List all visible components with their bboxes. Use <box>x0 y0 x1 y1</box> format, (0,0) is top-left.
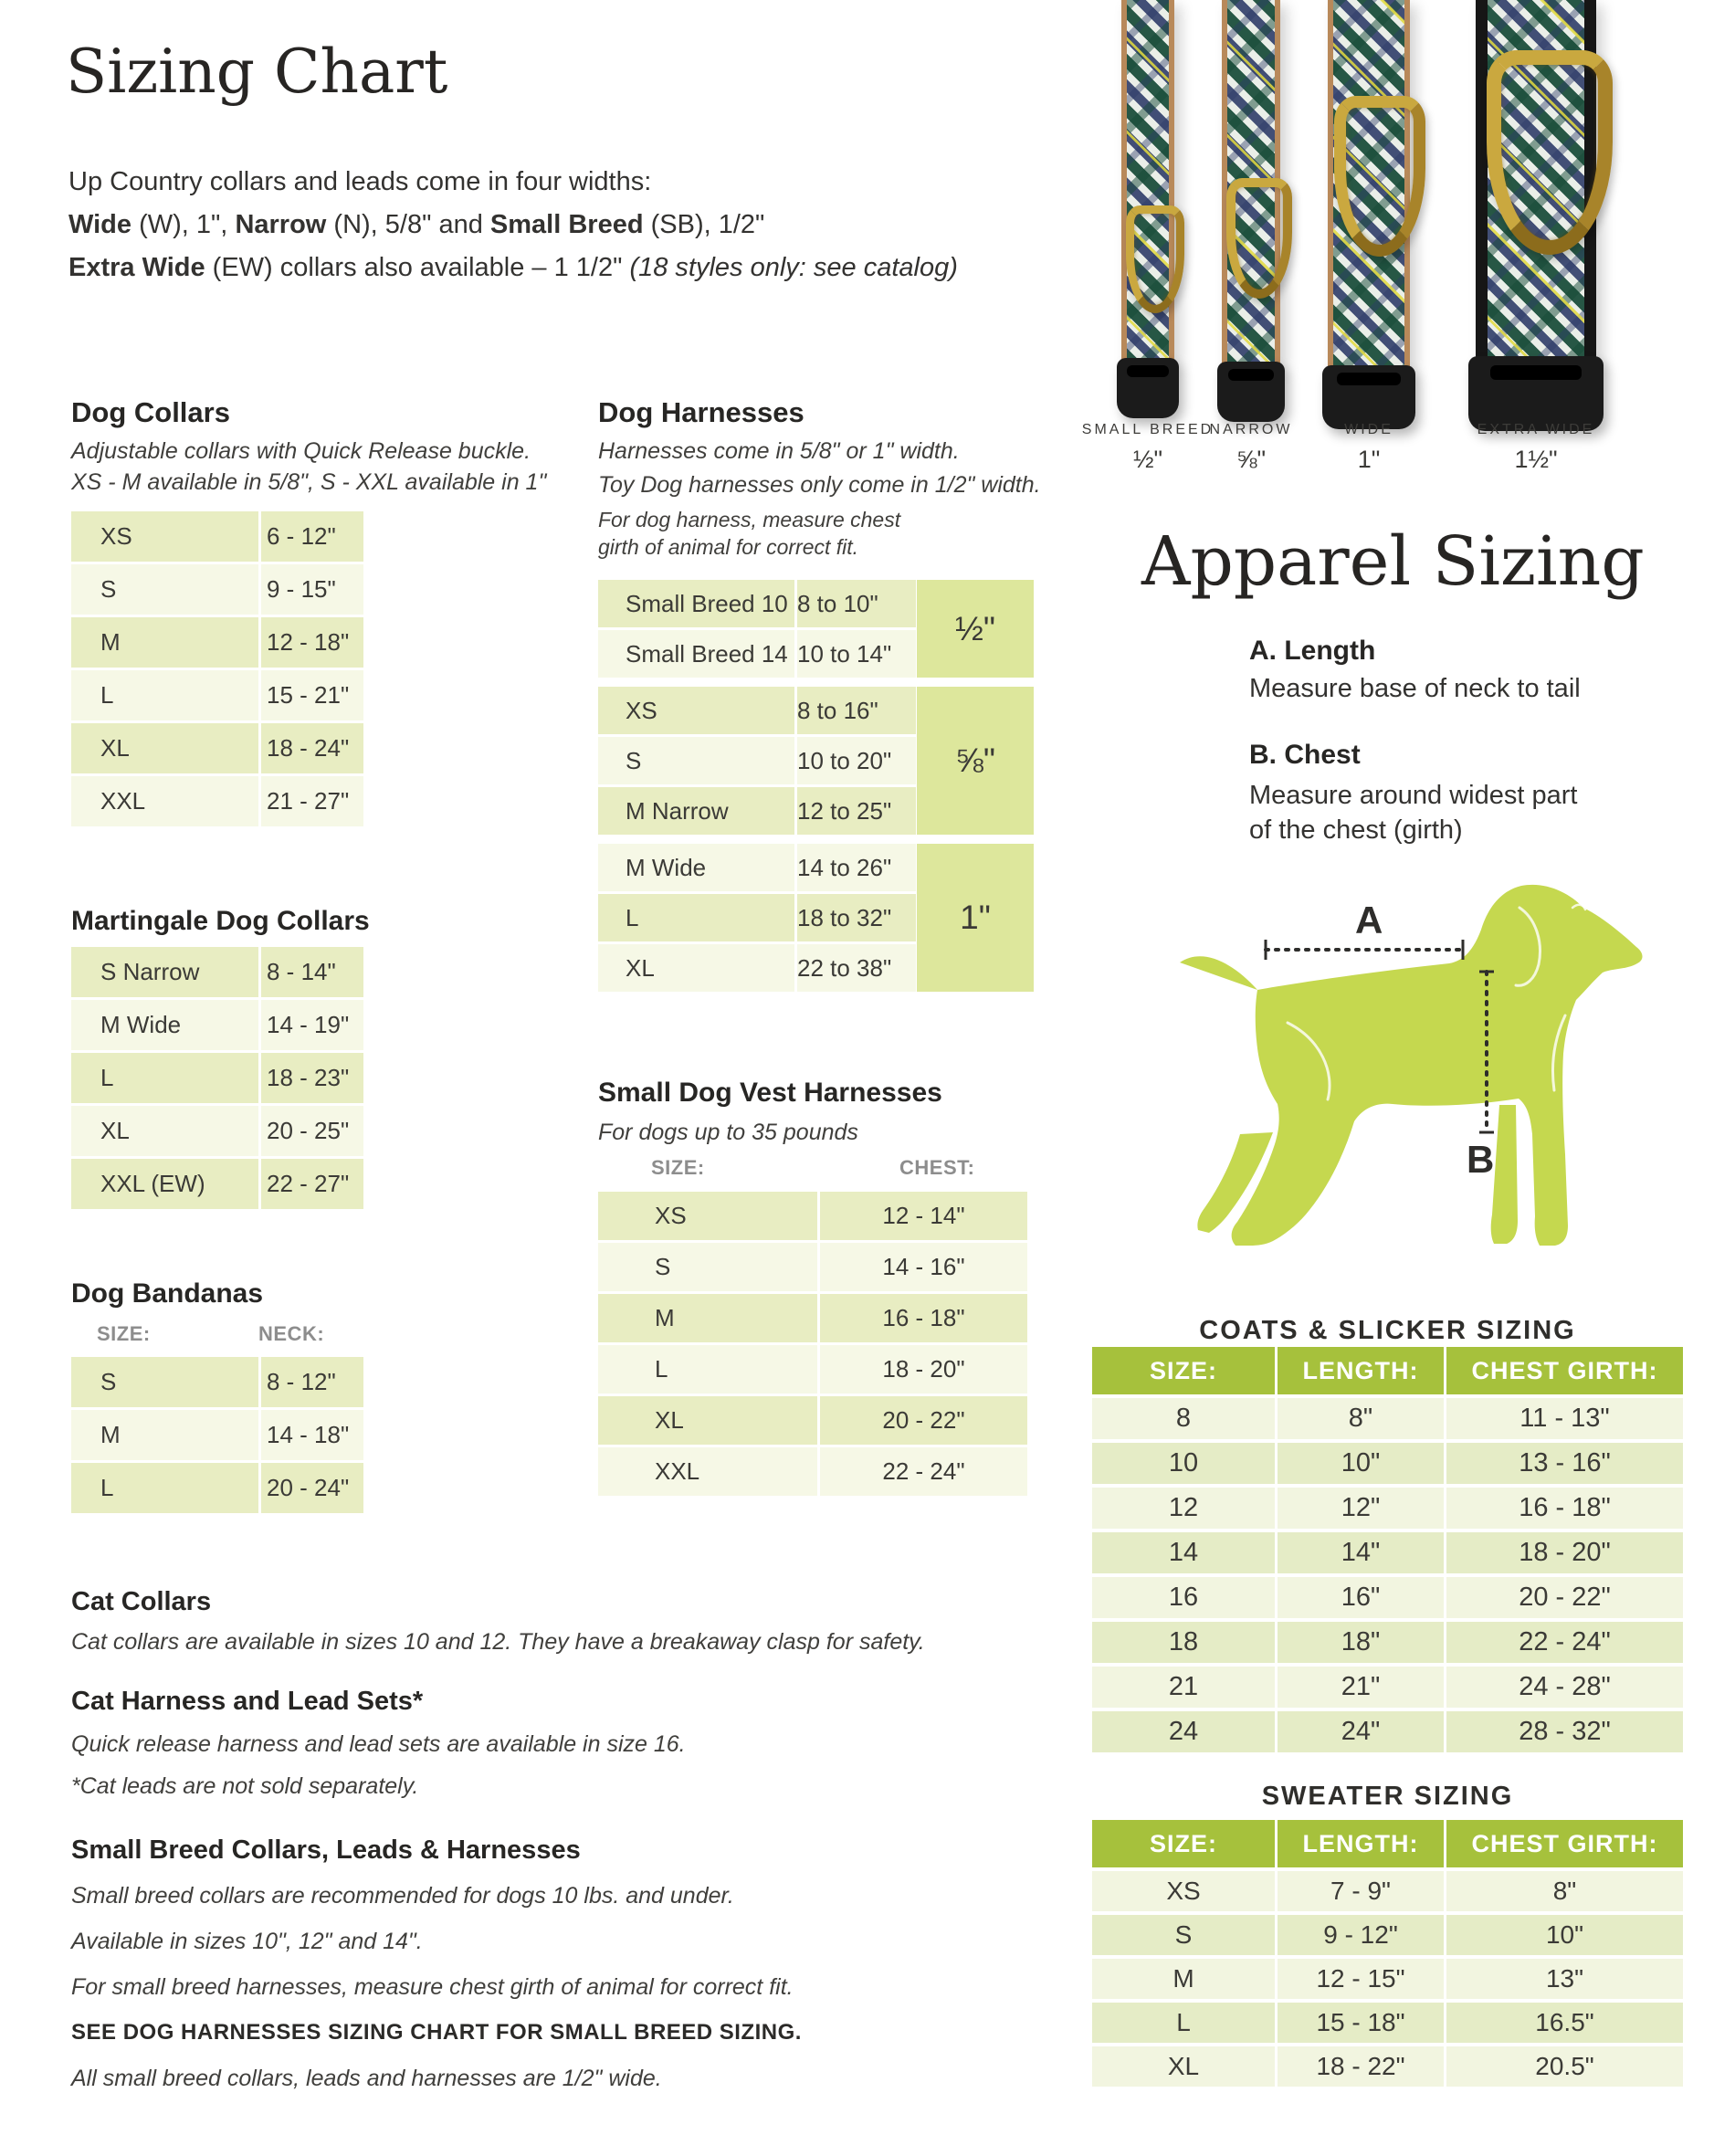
small-breed-line-4: SEE DOG HARNESSES SIZING CHART FOR SMALL BREED SIZING. <box>71 2020 802 2045</box>
table-row <box>1092 1398 1683 1439</box>
cat-harness-desc-1: Quick release harness and lead sets are available in size 16. <box>71 1731 686 1757</box>
table-cell: XS <box>598 1192 817 1240</box>
apparel-a-description: Measure base of neck to tail <box>1249 674 1581 703</box>
table-row <box>1092 1959 1683 1999</box>
table-cell: 20 - 24" <box>261 1463 363 1513</box>
bandanas-heading: Dog Bandanas <box>71 1278 264 1309</box>
buckle <box>1217 362 1285 422</box>
table-row <box>1092 1622 1683 1663</box>
coats-header-length: LENGTH: <box>1278 1347 1444 1394</box>
table-cell: 10 <box>1092 1443 1275 1484</box>
intro-bold: Wide <box>68 210 132 239</box>
vest-size-header: SIZE: <box>651 1156 705 1179</box>
apparel-b-description <box>1249 778 1577 847</box>
sweater-header-chest: CHEST GIRTH: <box>1446 1820 1683 1867</box>
dog-harnesses-desc-2: Toy Dog harnesses only come in 1/2" width. <box>598 472 1041 498</box>
dog-harnesses-desc-1: Harnesses come in 5/8" or 1" width. <box>598 438 960 464</box>
collar-photo-extra-wide <box>1476 0 1596 431</box>
table-row <box>598 737 913 784</box>
table-cell: Small Breed 10 <box>598 580 794 627</box>
measure-b-label: B <box>1467 1138 1495 1181</box>
table-row <box>598 1447 1027 1496</box>
table-cell: 20 - 22" <box>820 1396 1027 1445</box>
table-cell: 18 - 20" <box>820 1345 1027 1394</box>
table-cell: L <box>71 670 258 720</box>
table-cell: 18 - 24" <box>261 723 363 773</box>
d-ring <box>1334 96 1425 257</box>
table-row <box>71 1106 363 1156</box>
table-cell: 10" <box>1278 1443 1444 1484</box>
apparel-a-title: A. Length <box>1249 636 1376 666</box>
table-cell: 13" <box>1446 1959 1683 1999</box>
table-row <box>71 947 363 997</box>
cat-harness-desc-2: *Cat leads are not sold separately. <box>71 1773 419 1799</box>
small-breed-line-5: All small breed collars, leads and harnesses are 1/2" wide. <box>71 2066 662 2091</box>
table-cell: 24 - 28" <box>1446 1667 1683 1708</box>
table-cell: 28 - 32" <box>1446 1711 1683 1752</box>
table-row <box>598 630 913 678</box>
intro-text: (N), 5/8" and <box>326 210 490 239</box>
table-row <box>598 1243 1027 1291</box>
dog-silhouette <box>1180 885 1643 1246</box>
table-cell: S <box>598 737 794 784</box>
table-cell: 11 - 13" <box>1446 1398 1683 1439</box>
collar-photo-small-breed <box>1121 0 1174 418</box>
collar-photo-wide <box>1328 0 1410 429</box>
dog-collars-heading: Dog Collars <box>71 396 230 428</box>
sweater-header-size: SIZE: <box>1092 1820 1275 1867</box>
table-row <box>598 1396 1027 1445</box>
table-cell: 24 <box>1092 1711 1275 1752</box>
table-cell: XXL (EW) <box>71 1159 258 1209</box>
table-row <box>598 1192 1027 1240</box>
table-cell: 18 <box>1092 1622 1275 1663</box>
cat-harness-heading: Cat Harness and Lead Sets* <box>71 1687 424 1716</box>
small-breed-line-2: Available in sizes 10", 12" and 14". <box>71 1929 423 1954</box>
small-breed-line-1: Small breed collars are recommended for dogs 10 lbs. and under. <box>71 1883 734 1909</box>
table-cell: M <box>71 617 258 668</box>
collar-label-small-breed: SMALL BREED <box>1081 422 1214 437</box>
table-row <box>598 894 913 941</box>
vest-harnesses-heading: Small Dog Vest Harnesses <box>598 1078 942 1108</box>
collar-width-wide: 1" <box>1357 446 1381 473</box>
intro-bold: Extra Wide <box>68 253 205 282</box>
table-row <box>71 1463 363 1513</box>
table-cell: 8 to 16" <box>797 687 916 734</box>
table-cell: Small Breed 14 <box>598 630 794 678</box>
table-cell: 15 - 18" <box>1278 2003 1444 2043</box>
table-row <box>598 844 913 891</box>
table-cell: 13 - 16" <box>1446 1443 1683 1484</box>
bandanas-neck-header: NECK: <box>258 1322 325 1345</box>
table-row <box>1092 2046 1683 2087</box>
table-cell: 21 <box>1092 1667 1275 1708</box>
table-cell: XXL <box>71 776 258 826</box>
collar-width-extra-wide: 1½" <box>1514 446 1558 473</box>
intro-bold: Small Breed <box>489 210 644 239</box>
collar-width-small-breed: ½" <box>1132 446 1163 473</box>
harness-group-half-inch <box>598 580 1034 678</box>
table-cell: 15 - 21" <box>261 670 363 720</box>
table-cell: S <box>71 564 258 615</box>
table-cell: 10 to 14" <box>797 630 916 678</box>
apparel-b-desc-line-1: Measure around widest part <box>1249 781 1578 810</box>
table-row <box>1092 1577 1683 1618</box>
table-cell: 14 to 26" <box>797 844 916 891</box>
harness-group-one-inch <box>598 844 1034 992</box>
table-cell: 21" <box>1278 1667 1444 1708</box>
table-row <box>1092 1711 1683 1752</box>
table-row <box>1092 1443 1683 1484</box>
table-cell: L <box>1092 2003 1275 2043</box>
table-cell: 18 - 23" <box>261 1053 363 1103</box>
table-cell: 16 - 18" <box>820 1294 1027 1342</box>
table-row <box>1092 1915 1683 1955</box>
table-cell: 14 <box>1092 1532 1275 1573</box>
collar-width-narrow: ⅝" <box>1236 446 1267 473</box>
table-cell: M <box>1092 1959 1275 1999</box>
intro-text: (EW) collars also available – 1 1/2" <box>205 253 630 282</box>
table-cell: 18 - 22" <box>1278 2046 1444 2087</box>
collar-label-extra-wide: EXTRA WIDE <box>1477 422 1595 437</box>
table-cell: 9 - 12" <box>1278 1915 1444 1955</box>
measure-a-label: A <box>1355 899 1383 941</box>
bandanas-size-header: SIZE: <box>97 1322 151 1345</box>
table-cell: 14 - 18" <box>261 1410 363 1460</box>
table-cell: 8" <box>1446 1871 1683 1911</box>
table-cell: 22 - 24" <box>1446 1622 1683 1663</box>
intro-line-1: Up Country collars and leads come in four widths: <box>68 167 652 196</box>
coats-header-size: SIZE: <box>1092 1347 1275 1394</box>
table-row <box>71 564 363 615</box>
table-cell: 8" <box>1278 1398 1444 1439</box>
dog-collars-desc-2: XS - M available in 5/8", S - XXL available in 1" <box>71 469 547 495</box>
collar-label-wide: WIDE <box>1344 422 1393 437</box>
buckle <box>1322 365 1415 429</box>
table-row <box>1092 2003 1683 2043</box>
table-cell: 14 - 16" <box>820 1243 1027 1291</box>
table-cell: XL <box>71 723 258 773</box>
intro-line-2 <box>68 204 958 247</box>
harness-group-rows <box>598 580 913 678</box>
table-cell: 12 <box>1092 1488 1275 1529</box>
small-breed-line-3: For small breed harnesses, measure chest girth of animal for correct fit. <box>71 1974 794 2000</box>
table-row <box>71 776 363 826</box>
harness-width-span-cell: 1" <box>917 844 1034 992</box>
vest-harnesses-table <box>598 1192 1027 1496</box>
table-cell: 7 - 9" <box>1278 1871 1444 1911</box>
collar-label-narrow: NARROW <box>1209 422 1293 437</box>
sweater-sizing-title: SWEATER SIZING <box>1261 1782 1514 1811</box>
table-row <box>71 1000 363 1050</box>
dog-far-front-leg <box>1491 1105 1518 1244</box>
table-cell: 8 <box>1092 1398 1275 1439</box>
table-row <box>71 723 363 773</box>
table-row <box>71 1410 363 1460</box>
table-cell: M Wide <box>71 1000 258 1050</box>
table-row <box>71 617 363 668</box>
table-cell: 20 - 22" <box>1446 1577 1683 1618</box>
sweater-table-header <box>1092 1820 1683 1867</box>
table-cell: 20 - 25" <box>261 1106 363 1156</box>
harness-group-rows <box>598 687 913 835</box>
measure-a-line <box>1266 940 1463 960</box>
table-cell: 18 - 20" <box>1446 1532 1683 1573</box>
dog-collars-description <box>71 436 546 498</box>
table-cell: M Narrow <box>598 787 794 835</box>
vest-column-headers <box>598 1156 1027 1182</box>
table-cell: 12 - 15" <box>1278 1959 1444 1999</box>
table-cell: 8 - 14" <box>261 947 363 997</box>
table-cell: XL <box>1092 2046 1275 2087</box>
table-cell: XL <box>598 1396 817 1445</box>
intro-bold: Narrow <box>235 210 327 239</box>
table-cell: M Wide <box>598 844 794 891</box>
sweater-header-length: LENGTH: <box>1278 1820 1444 1867</box>
martingale-table <box>71 947 363 1209</box>
table-row <box>598 1294 1027 1342</box>
dog-harnesses-heading: Dog Harnesses <box>598 396 804 428</box>
table-row <box>598 1345 1027 1394</box>
table-cell: 8 - 12" <box>261 1357 363 1407</box>
table-cell: 16 <box>1092 1577 1275 1618</box>
table-row <box>598 687 913 734</box>
table-cell: XS <box>598 687 794 734</box>
table-cell: L <box>71 1053 258 1103</box>
table-cell: XXL <box>598 1447 817 1496</box>
table-cell: 22 to 38" <box>797 944 916 992</box>
table-row <box>1092 1488 1683 1529</box>
table-cell: 12 - 14" <box>820 1192 1027 1240</box>
small-breed-heading: Small Breed Collars, Leads & Harnesses <box>71 1835 581 1865</box>
table-cell: 24" <box>1278 1711 1444 1752</box>
harness-group-rows <box>598 844 913 992</box>
intro-italic: (18 styles only: see catalog) <box>629 253 958 282</box>
bandanas-table <box>71 1357 363 1513</box>
table-cell: 18" <box>1278 1622 1444 1663</box>
coats-table-header <box>1092 1347 1683 1394</box>
table-row <box>598 580 913 627</box>
table-cell: XL <box>598 944 794 992</box>
vest-chest-header: CHEST: <box>899 1156 975 1179</box>
table-cell: 14 - 19" <box>261 1000 363 1050</box>
table-cell: L <box>71 1463 258 1513</box>
table-cell: 10" <box>1446 1915 1683 1955</box>
table-cell: M <box>71 1410 258 1460</box>
martingale-heading: Martingale Dog Collars <box>71 906 370 936</box>
vest-harnesses-description: For dogs up to 35 pounds <box>598 1120 858 1145</box>
d-ring <box>1226 178 1292 299</box>
cat-collars-description: Cat collars are available in sizes 10 and 12. They have a breakaway clasp for safety. <box>71 1629 925 1655</box>
table-row <box>71 511 363 562</box>
dog-collars-desc-1: Adjustable collars with Quick Release buckle. <box>71 438 531 464</box>
table-cell: 16.5" <box>1446 2003 1683 2043</box>
apparel-sizing-title: Apparel Sizing <box>1141 522 1645 601</box>
intro-paragraph <box>68 161 958 289</box>
table-cell: S Narrow <box>71 947 258 997</box>
harness-group-five-eighths <box>598 687 1034 835</box>
cat-collars-heading: Cat Collars <box>71 1587 212 1616</box>
dog-harnesses-desc-3: For dog harness, measure chest girth of animal for correct fit. <box>598 508 901 559</box>
table-cell: M <box>598 1294 817 1342</box>
apparel-b-title: B. Chest <box>1249 740 1361 770</box>
table-row <box>71 1357 363 1407</box>
table-cell: L <box>598 1345 817 1394</box>
table-cell: 12 - 18" <box>261 617 363 668</box>
table-cell: 9 - 15" <box>261 564 363 615</box>
table-cell: 20.5" <box>1446 2046 1683 2087</box>
table-cell: 6 - 12" <box>261 511 363 562</box>
table-cell: 12" <box>1278 1488 1444 1529</box>
sweater-sizing-table <box>1092 1871 1683 2087</box>
table-row <box>598 944 913 992</box>
table-cell: 22 - 24" <box>820 1447 1027 1496</box>
intro-text: (W), 1", <box>131 210 236 239</box>
buckle <box>1468 356 1604 431</box>
dog-collars-table <box>71 511 363 826</box>
intro-text: (SB), 1/2" <box>643 210 765 239</box>
table-row <box>1092 1532 1683 1573</box>
table-row <box>1092 1871 1683 1911</box>
table-cell: L <box>598 894 794 941</box>
table-cell: 16" <box>1278 1577 1444 1618</box>
table-cell: S <box>1092 1915 1275 1955</box>
coats-header-chest: CHEST GIRTH: <box>1446 1347 1683 1394</box>
page-title: Sizing Chart <box>66 37 448 107</box>
table-cell: 12 to 25" <box>797 787 916 835</box>
table-row <box>598 787 913 835</box>
table-cell: 22 - 27" <box>261 1159 363 1209</box>
dog-measurement-illustration <box>1152 860 1682 1276</box>
coats-sizing-table <box>1092 1398 1683 1752</box>
table-cell: 14" <box>1278 1532 1444 1573</box>
table-row <box>71 670 363 720</box>
table-row <box>71 1053 363 1103</box>
table-cell: XS <box>1092 1871 1275 1911</box>
d-ring <box>1126 205 1184 313</box>
table-row <box>71 1159 363 1209</box>
table-cell: XL <box>71 1106 258 1156</box>
table-row <box>1092 1667 1683 1708</box>
table-cell: 10 to 20" <box>797 737 916 784</box>
table-cell: 21 - 27" <box>261 776 363 826</box>
intro-line-3 <box>68 247 958 289</box>
harness-width-span-cell: ½" <box>917 580 1034 678</box>
table-cell: S <box>71 1357 258 1407</box>
collar-photo-narrow <box>1222 0 1280 422</box>
table-cell: 8 to 10" <box>797 580 916 627</box>
coats-sizing-title: COATS & SLICKER SIZING <box>1199 1316 1576 1345</box>
apparel-b-desc-line-2: of the chest (girth) <box>1249 815 1463 845</box>
table-cell: S <box>598 1243 817 1291</box>
table-cell: 18 to 32" <box>797 894 916 941</box>
buckle <box>1117 358 1179 418</box>
table-cell: XS <box>71 511 258 562</box>
table-cell: 16 - 18" <box>1446 1488 1683 1529</box>
bandanas-column-headers <box>71 1322 363 1348</box>
harness-width-span-cell: ⅝" <box>917 687 1034 835</box>
collar-widths-photo-group <box>1081 0 1735 493</box>
